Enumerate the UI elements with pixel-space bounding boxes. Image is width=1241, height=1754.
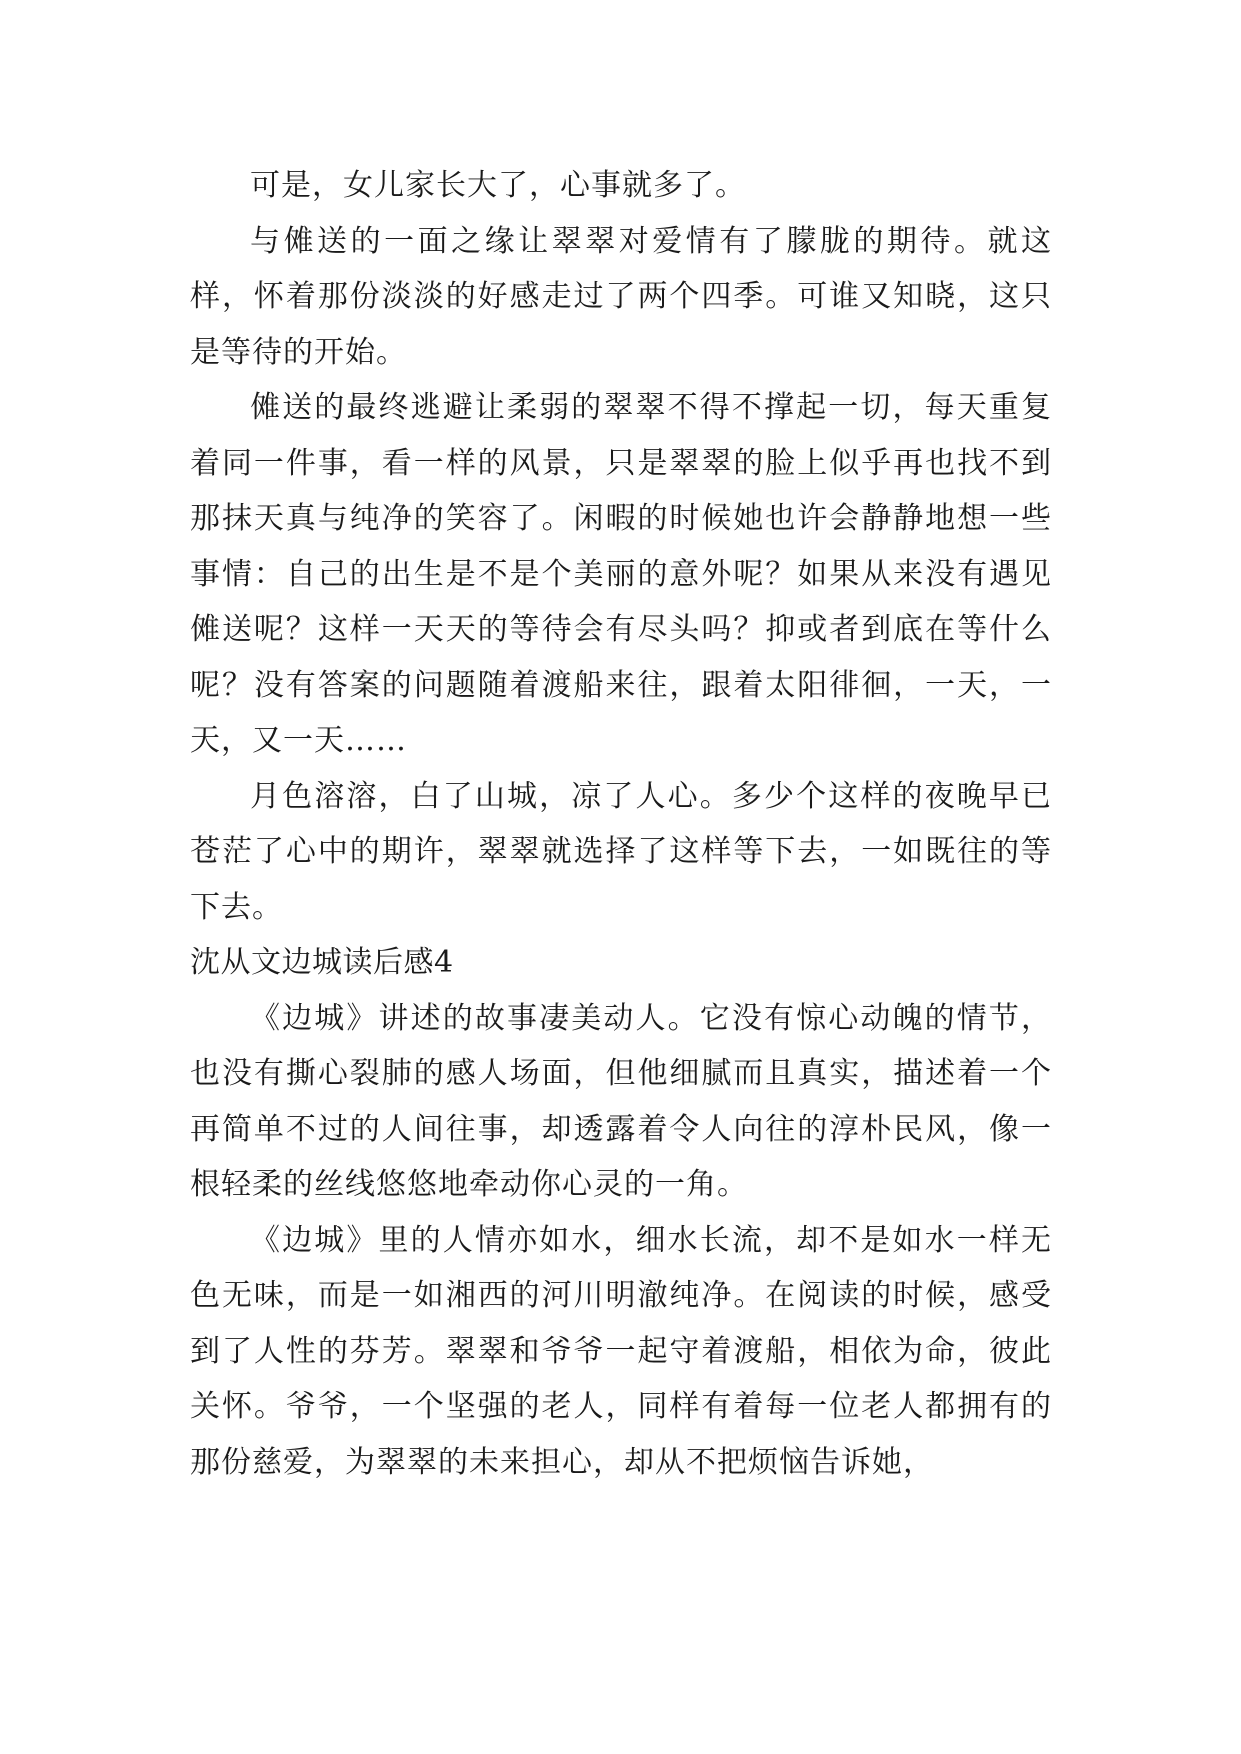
paragraph-4: 月色溶溶，白了山城，凉了人心。多少个这样的夜晚早已苍茫了心中的期许，翠翠就选择了这样等下去，一如既往的等下去。 (190, 778, 1052, 925)
paragraph-3: 傩送的最终逃避让柔弱的翠翠不得不撑起一切，每天重复着同一件事，看一样的风景，只是翠翠的脸上似乎再也找不到那抹天真与纯净的笑容了。闲暇的时候她也许会静静地想一些事情：自己的出生是不是个美丽的意外呢？如果从来没有遇见傩送呢？这样一天天的等待会有尽头吗？抑或者到底在等什么呢？没有答案的问题随着渡船来往，跟着太阳徘徊，一天，一天，又一天…… (190, 390, 1052, 758)
paragraph-6: 《边城》里的人情亦如水，细水长流，却不是如水一样无色无味，而是一如湘西的河川明澈纯净。在阅读的时候，感受到了人性的芬芳。翠翠和爷爷一起守着渡船，相依为命，彼此关怀。爷爷，一个坚强的老人，同样有着每一位老人都拥有的那份慈爱，为翠翠的未来担心，却从不把烦恼告诉她， (190, 1222, 1052, 1480)
document-page (190, 158, 1052, 1490)
paragraph-2: 与傩送的一面之缘让翠翠对爱情有了朦胧的期待。就这样，怀着那份淡淡的好感走过了两个四季。可谁又知晓，这只是等待的开始。 (190, 223, 1052, 370)
paragraph-1: 可是，女儿家长大了，心事就多了。 (250, 168, 746, 203)
section-heading: 沈从文边城读后感4 (190, 945, 454, 980)
paragraph-5: 《边城》讲述的故事凄美动人。它没有惊心动魄的情节，也没有撕心裂肺的感人场面，但他细腻而且真实，描述着一个再简单不过的人间往事，却透露着令人向往的淳朴民风，像一根轻柔的丝线悠悠地牵动你心灵的一角。 (190, 1000, 1052, 1202)
